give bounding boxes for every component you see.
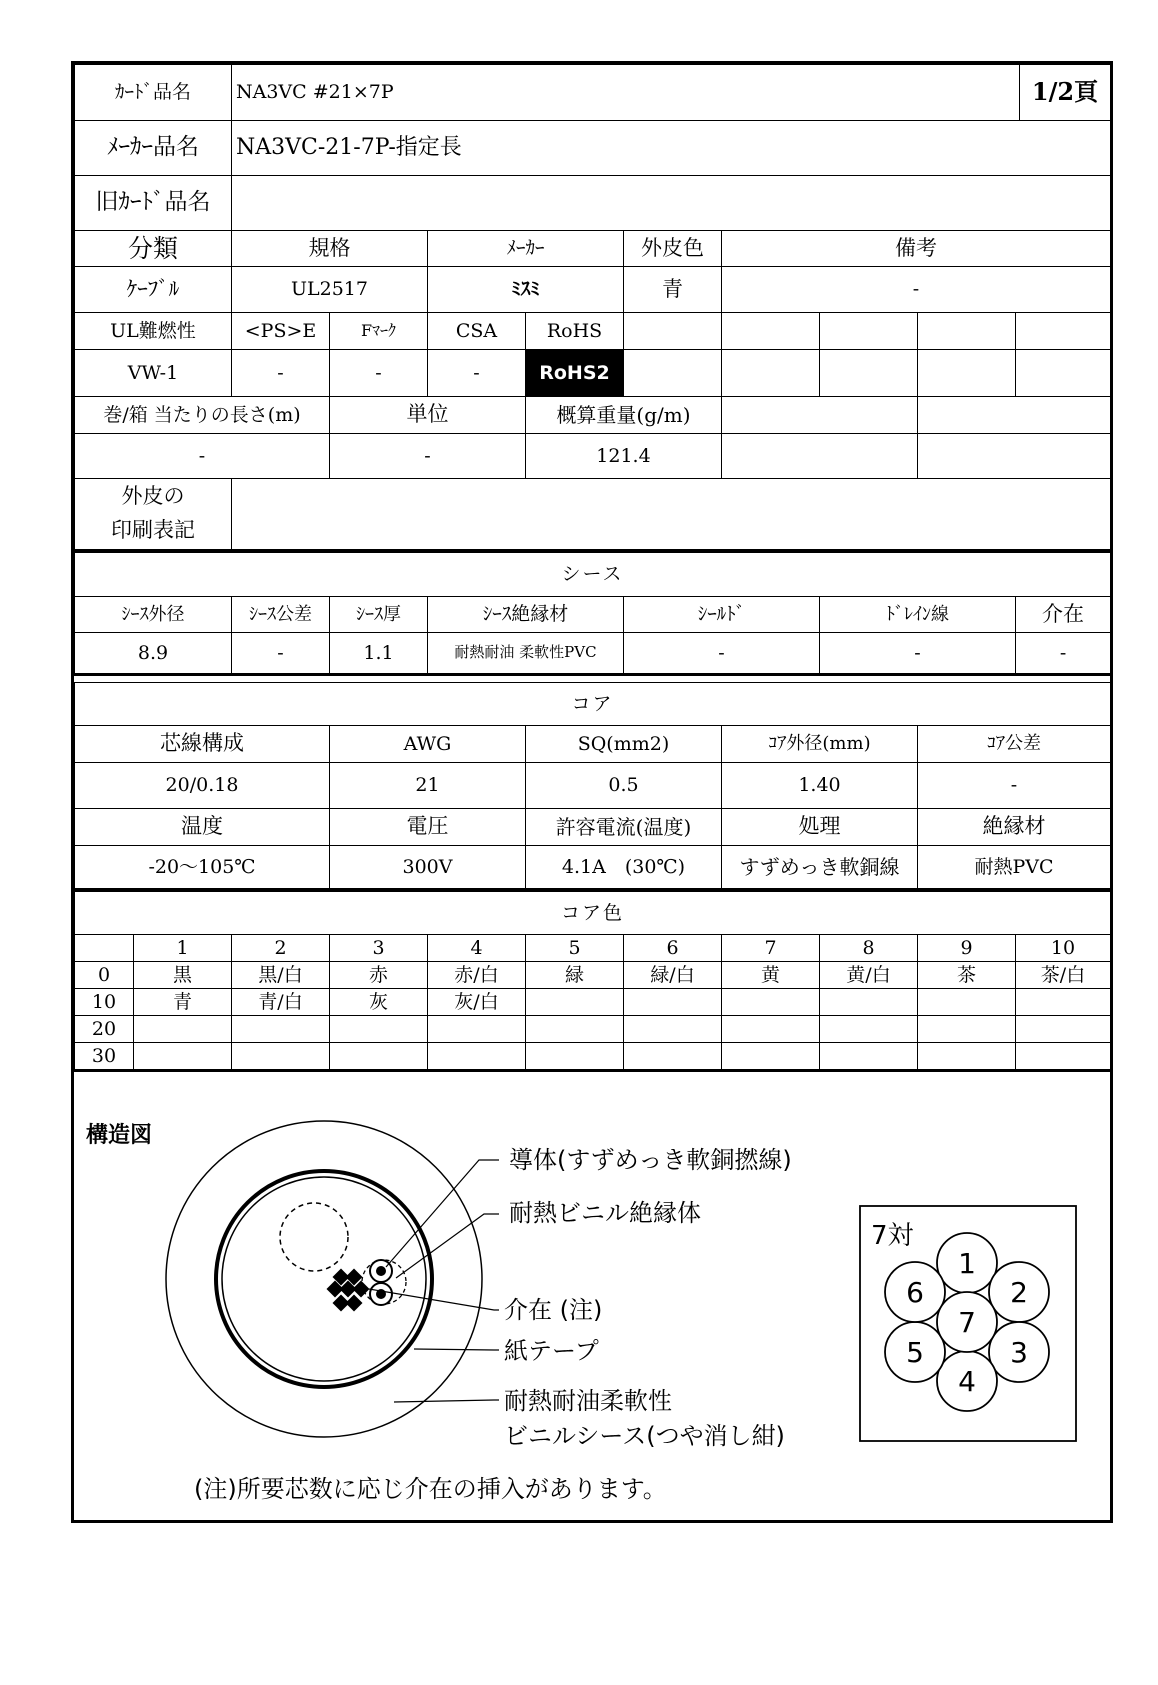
sq-header: SQ(mm2) <box>526 726 722 763</box>
conductor-upper <box>376 1266 386 1276</box>
jacket-color-value: 青 <box>624 267 722 313</box>
row-label: 10 <box>75 989 134 1016</box>
color-cell <box>722 1043 820 1071</box>
color-cell: 茶 <box>918 962 1016 989</box>
weight-empty-cell <box>918 434 1111 479</box>
filler-value: - <box>1016 633 1111 675</box>
standard-value: UL2517 <box>232 267 428 313</box>
color-cell <box>232 1016 330 1043</box>
table-row <box>75 962 1111 989</box>
table-row <box>75 1043 1111 1071</box>
ul-empty-cell <box>722 313 820 350</box>
standard-header: 規格 <box>232 231 428 267</box>
structure-title: 構造図 <box>86 1123 153 1148</box>
ul-empty-cell <box>624 313 722 350</box>
color-cell <box>526 1016 624 1043</box>
color-cell <box>918 1043 1016 1071</box>
color-cell <box>918 1016 1016 1043</box>
print-table <box>74 478 1111 552</box>
color-cell <box>624 1043 722 1071</box>
color-cell <box>428 1016 526 1043</box>
row-label: 30 <box>75 1043 134 1071</box>
maker-name-label: ﾒｰｶｰ品名 <box>75 121 232 176</box>
color-cell <box>820 1016 918 1043</box>
temperature-header: 温度 <box>75 809 330 846</box>
insulation-header: 絶縁材 <box>918 809 1111 846</box>
treatment-header: 処理 <box>722 809 918 846</box>
class-value: ｹｰﾌﾞﾙ <box>75 267 232 313</box>
ul-empty-cell <box>918 313 1016 350</box>
structure-diagram <box>74 1104 1110 1520</box>
pair-number: 5 <box>906 1336 924 1369</box>
drain-wire-header: ﾄﾞﾚｲﾝ線 <box>820 597 1016 633</box>
outer-sheath-circle <box>166 1121 482 1437</box>
print-value <box>232 479 1111 551</box>
sheath-tolerance-value: - <box>232 633 330 675</box>
pair-number: 6 <box>906 1276 924 1309</box>
maker-value: ﾐｽﾐ <box>428 267 624 313</box>
core-color-table <box>74 891 1111 1072</box>
awg-header: AWG <box>330 726 526 763</box>
weight-table <box>74 396 1111 479</box>
ul-empty-cell <box>722 350 820 397</box>
paper-tape-circle <box>216 1171 432 1387</box>
insulation-value: 耐熱PVC <box>918 846 1111 890</box>
color-cell <box>526 1043 624 1071</box>
flame-retardancy-header: UL難燃性 <box>75 313 232 350</box>
core-tolerance-header: ｺｱ公差 <box>918 726 1111 763</box>
ul-empty-cell <box>918 350 1016 397</box>
maker-table <box>74 120 1111 231</box>
strand-header: 芯線構成 <box>75 726 330 763</box>
page-indicator: 1/2頁 <box>1020 65 1111 121</box>
color-cell <box>428 1043 526 1071</box>
table-row <box>75 989 1111 1016</box>
ul-empty-cell <box>820 313 918 350</box>
awg-value: 21 <box>330 763 526 809</box>
ul-empty-cell <box>1016 313 1111 350</box>
unit-value: - <box>330 434 526 479</box>
callout-sheath-line1: 耐熱耐油柔軟性 <box>504 1387 672 1415</box>
color-cell <box>1016 1016 1111 1043</box>
sheath-thickness-header: ｼｰｽ厚 <box>330 597 428 633</box>
sq-value: 0.5 <box>526 763 722 809</box>
color-cell <box>134 1016 232 1043</box>
old-card-name-value <box>232 176 1111 231</box>
color-cell: 黄/白 <box>820 962 918 989</box>
ul-table <box>74 312 1111 397</box>
pair-placeholder-circle <box>280 1203 348 1271</box>
core-color-col-header: 8 <box>820 935 918 962</box>
color-cell: 緑/白 <box>624 962 722 989</box>
pair-number: 1 <box>958 1247 976 1280</box>
core-od-value: 1.40 <box>722 763 918 809</box>
remarks-header: 備考 <box>722 231 1111 267</box>
core-color-col-header: 3 <box>330 935 428 962</box>
color-cell <box>1016 1043 1111 1071</box>
maker-header: ﾒｰｶｰ <box>428 231 624 267</box>
color-cell: 黒/白 <box>232 962 330 989</box>
callout-filler: 介在 (注) <box>504 1296 603 1324</box>
filler-symbol <box>327 1269 370 1312</box>
old-card-name-label: 旧ｶｰﾄﾞ品名 <box>75 176 232 231</box>
csa-header: CSA <box>428 313 526 350</box>
leader-line-tape <box>414 1349 499 1350</box>
callout-sheath-line2: ビニルシース(つや消し紺) <box>504 1422 785 1450</box>
rohs-value-badge: RoHS2 <box>526 350 624 397</box>
color-cell: 赤 <box>330 962 428 989</box>
current-value: 4.1A (30℃) <box>526 846 722 890</box>
pair-number: 4 <box>958 1365 976 1398</box>
card-name-value: NA3VC #21×7P <box>232 65 1020 121</box>
core-color-col-header: 10 <box>1016 935 1111 962</box>
core-od-header: ｺｱ外径(mm) <box>722 726 918 763</box>
color-cell: 黒 <box>134 962 232 989</box>
sheath-insulation-header: ｼｰｽ絶縁材 <box>428 597 624 633</box>
color-cell <box>526 989 624 1016</box>
color-cell: 灰 <box>330 989 428 1016</box>
core-bundle-circle <box>222 1177 426 1381</box>
classification-table <box>74 230 1111 313</box>
core-color-section-title: コア色 <box>75 892 1111 935</box>
ul-empty-cell <box>820 350 918 397</box>
color-cell: 青/白 <box>232 989 330 1016</box>
core-tolerance-value: - <box>918 763 1111 809</box>
color-cell <box>134 1043 232 1071</box>
maker-name-value: NA3VC-21-7P-指定長 <box>232 121 1111 176</box>
color-cell <box>232 1043 330 1071</box>
color-cell <box>820 1043 918 1071</box>
core-color-col-header: 2 <box>232 935 330 962</box>
sheath-thickness-value: 1.1 <box>330 633 428 675</box>
callout-tape: 紙テープ <box>504 1337 599 1365</box>
weight-header: 概算重量(g/m) <box>526 397 722 434</box>
pair-box-label: 7対 <box>871 1221 914 1251</box>
print-label-line1: 外皮の <box>121 484 185 509</box>
sheath-od-value: 8.9 <box>75 633 232 675</box>
jacket-color-header: 外皮色 <box>624 231 722 267</box>
core-table <box>74 682 1111 891</box>
sheath-table <box>74 552 1111 676</box>
core-color-col-header: 9 <box>918 935 1016 962</box>
callout-insulation: 耐熱ビニル絶縁体 <box>509 1199 701 1227</box>
color-cell: 赤/白 <box>428 962 526 989</box>
remarks-value: - <box>722 267 1111 313</box>
color-cell <box>722 989 820 1016</box>
color-cell <box>918 989 1016 1016</box>
shield-header: ｼｰﾙﾄﾞ <box>624 597 820 633</box>
print-label <box>75 479 232 551</box>
weight-empty-cell <box>722 397 918 434</box>
structure-note: (注)所要芯数に応じ介在の挿入があります。 <box>194 1475 667 1503</box>
color-cell: 黄 <box>722 962 820 989</box>
header-table <box>74 64 1111 121</box>
color-cell <box>330 1016 428 1043</box>
pair-number: 7 <box>958 1306 976 1339</box>
color-cell: 青 <box>134 989 232 1016</box>
unit-header: 単位 <box>330 397 526 434</box>
color-cell <box>820 989 918 1016</box>
core-color-col-header: 4 <box>428 935 526 962</box>
voltage-value: 300V <box>330 846 526 890</box>
class-header: 分類 <box>75 231 232 267</box>
card-name-label: ｶｰﾄﾞ品名 <box>75 65 232 121</box>
length-per-reel-value: - <box>75 434 330 479</box>
csa-value: - <box>428 350 526 397</box>
weight-value: 121.4 <box>526 434 722 479</box>
sheath-tolerance-header: ｼｰｽ公差 <box>232 597 330 633</box>
core-color-col-header: 7 <box>722 935 820 962</box>
ps-e-header: <PS>E <box>232 313 330 350</box>
treatment-value: すずめっき軟銅線 <box>722 846 918 890</box>
spec-sheet <box>71 61 1113 1523</box>
row-label: 20 <box>75 1016 134 1043</box>
leader-line-sheath <box>394 1400 499 1402</box>
color-cell: 緑 <box>526 962 624 989</box>
sheath-od-header: ｼｰｽ外径 <box>75 597 232 633</box>
color-cell <box>624 1016 722 1043</box>
current-header: 許容電流(温度) <box>526 809 722 846</box>
shield-value: - <box>624 633 820 675</box>
core-color-col-header: 5 <box>526 935 624 962</box>
color-cell <box>1016 989 1111 1016</box>
color-cell: 茶/白 <box>1016 962 1111 989</box>
temperature-value: -20～105℃ <box>75 846 330 890</box>
core-color-col-header: 1 <box>134 935 232 962</box>
sheath-insulation-value: 耐熱耐油 柔軟性PVC <box>428 633 624 675</box>
sheath-section-title: シース <box>75 553 1111 597</box>
row-label: 0 <box>75 962 134 989</box>
color-cell <box>624 989 722 1016</box>
voltage-header: 電圧 <box>330 809 526 846</box>
ul-empty-cell <box>624 350 722 397</box>
leader-line-insulation <box>396 1214 499 1278</box>
color-cell <box>330 1043 428 1071</box>
core-section-title: コア <box>75 683 1111 726</box>
callout-conductor: 導体(すずめっき軟銅撚線) <box>509 1146 792 1174</box>
length-per-reel-header: 巻/箱 当たりの長さ(m) <box>75 397 330 434</box>
f-mark-header: Fﾏｰｸ <box>330 313 428 350</box>
rohs-header: RoHS <box>526 313 624 350</box>
ul-empty-cell <box>1016 350 1111 397</box>
print-label-line2: 印刷表記 <box>111 518 195 542</box>
drain-wire-value: - <box>820 633 1016 675</box>
filler-header: 介在 <box>1016 597 1111 633</box>
strand-value: 20/0.18 <box>75 763 330 809</box>
f-mark-value: - <box>330 350 428 397</box>
weight-empty-cell <box>722 434 918 479</box>
core-color-corner-cell <box>75 935 134 962</box>
pair-number: 2 <box>1010 1276 1028 1309</box>
pair-number: 3 <box>1010 1336 1028 1369</box>
color-cell: 灰/白 <box>428 989 526 1016</box>
color-cell <box>722 1016 820 1043</box>
weight-empty-cell <box>918 397 1111 434</box>
flame-retardancy-value: VW-1 <box>75 350 232 397</box>
cable-cross-section <box>74 1104 1110 1520</box>
ps-e-value: - <box>232 350 330 397</box>
table-row <box>75 1016 1111 1043</box>
core-color-col-header: 6 <box>624 935 722 962</box>
